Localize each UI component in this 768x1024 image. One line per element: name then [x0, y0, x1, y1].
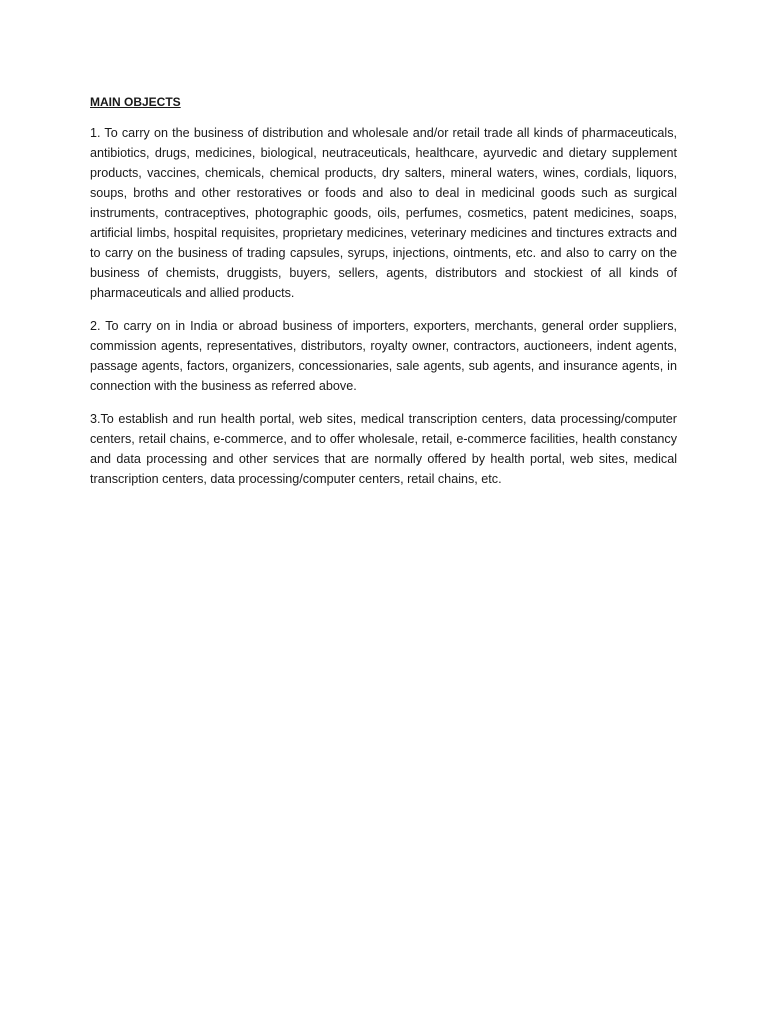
object-paragraph-1: 1. To carry on the business of distribution and wholesale and/or retail trade all kinds of pharmaceuticals, antibiotics, drugs, medicines, biological, neutraceuticals, healthcare, ayurvedic and dietary supplement products, vaccines, chemicals, chemical products, dry salters, mineral waters, wines, cordials, liquors, soups, broths and other restoratives or foods and also to deal in medicinal goods such as surgical instruments, contraceptives, photographic goods, oils, perfumes, cosmetics, patent medicines, soaps, artificial limbs, hospital requisites, proprietary medicines, veterinary medicines and tinctures extracts and to carry on the business of trading capsules, syrups, injections, ointments, etc. and also to carry on the business of chemists, druggists, buyers, sellers, agents, distributors and stockiest of all kinds of pharmaceuticals and allied products. [90, 126, 677, 300]
document-page [90, 93, 677, 502]
section-heading: MAIN OBJECTS [90, 95, 181, 109]
object-paragraph-2: 2. To carry on in India or abroad business of importers, exporters, merchants, general order suppliers, commission agents, representatives, distributors, royalty owner, contractors, auctioneers, indent agents, passage agents, factors, organizers, concessionaries, sale agents, sub agents, and insurance agents, in connection with the business as referred above. [90, 319, 677, 393]
object-paragraph-3: 3.To establish and run health portal, web sites, medical transcription centers, data processing/computer centers, retail chains, e-commerce, and to offer wholesale, retail, e-commerce facilities, health constancy and data processing and other services that are normally offered by health portal, web sites, medical transcription centers, data processing/computer centers, retail chains, etc. [90, 412, 677, 486]
